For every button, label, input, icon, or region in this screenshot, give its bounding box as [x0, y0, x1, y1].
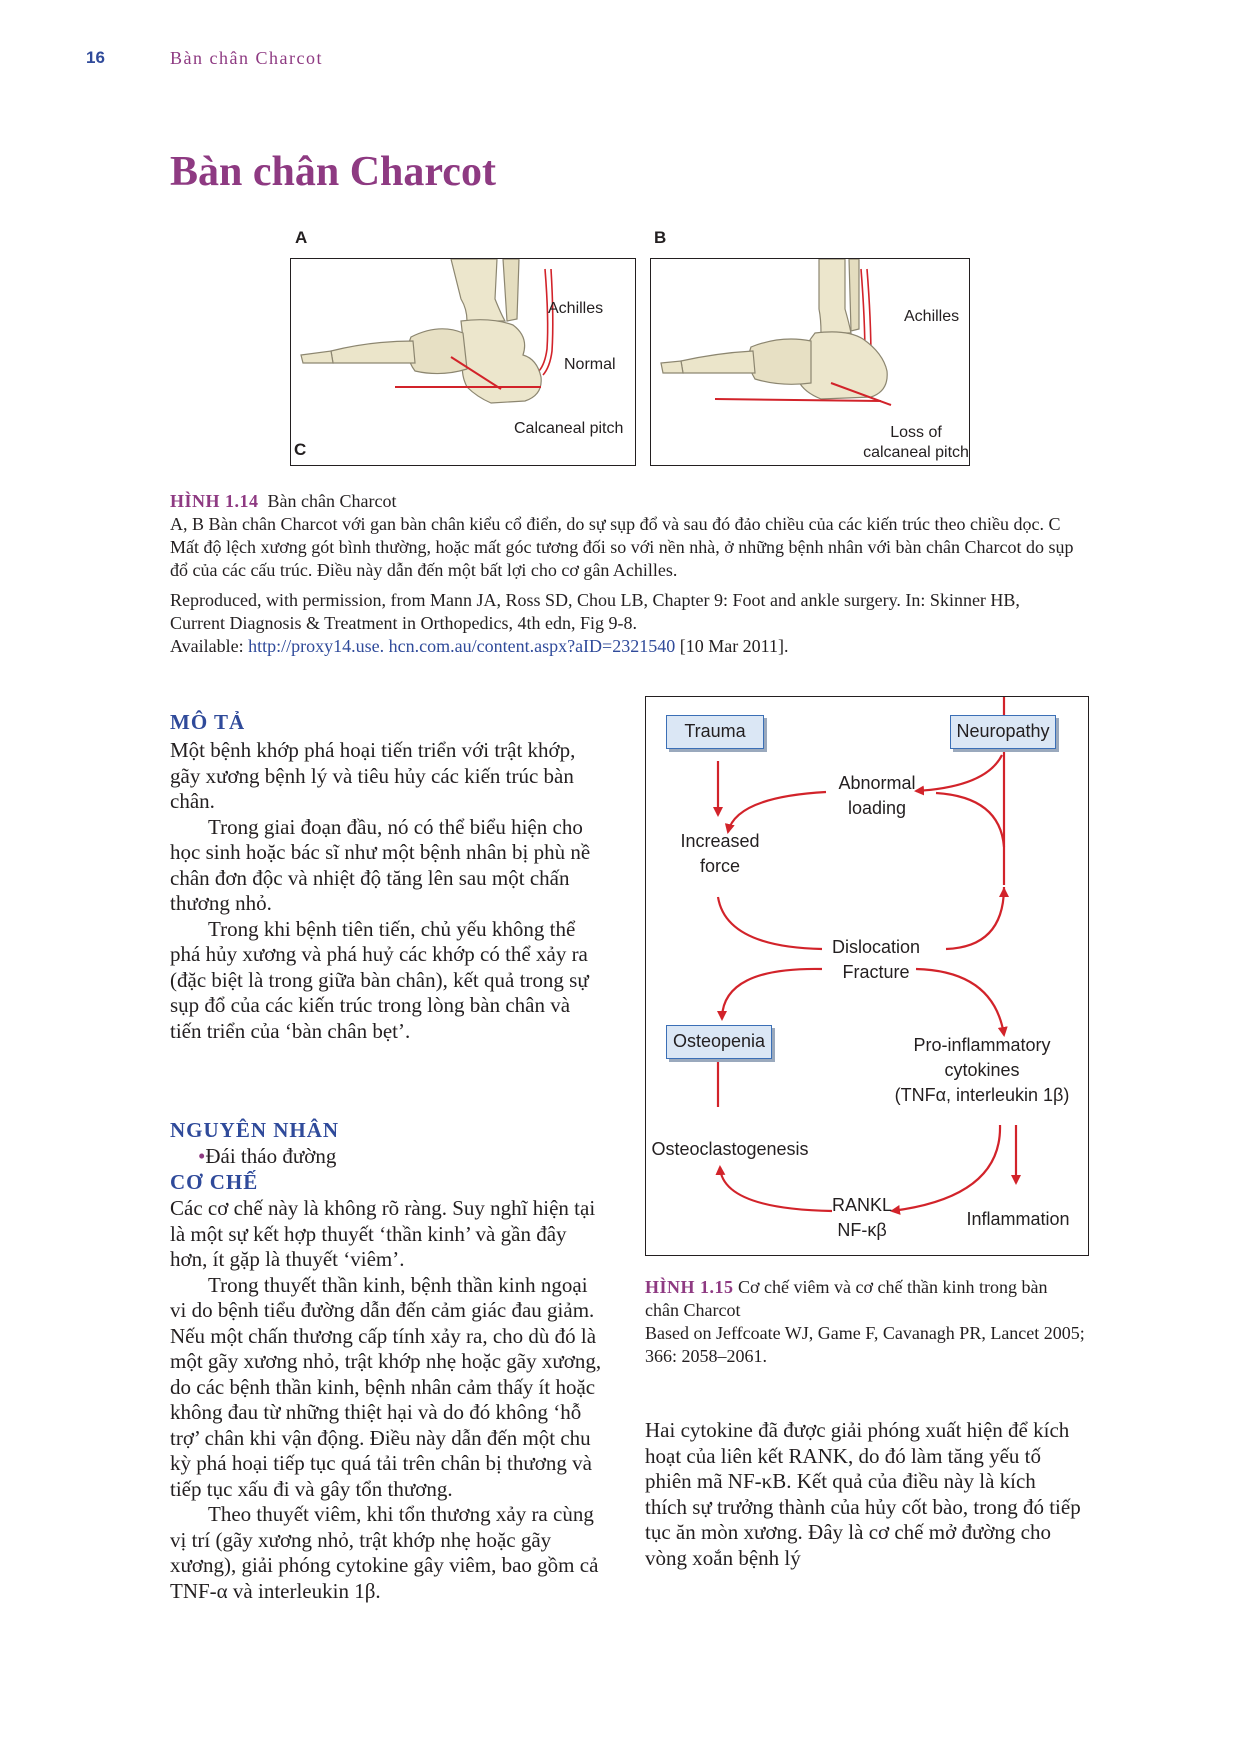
box-neuropathy: Neuropathy: [950, 715, 1056, 749]
panel-letter-b: B: [654, 228, 667, 247]
text-rankl-nfkb: [822, 1193, 902, 1243]
dislocation-line: Dislocation: [831, 937, 921, 957]
mo-ta-paragraph-3: Trong khi bệnh tiên tiến, chủ yếu không thể phá hủy xương và phá huỷ các khớp có thể xảy ra (đặc biệt là trong giữa bàn chân), kết quả trong sự sụp đổ của các kiến trúc trong lòng bàn chân và tiến triển của ‘bàn chân bẹt’.: [170, 916, 589, 1043]
chapter-title: Bàn chân Charcot: [170, 149, 496, 195]
label-achilles-b: Achilles: [904, 308, 960, 325]
cause-list-item: [198, 1144, 336, 1170]
box-trauma: Trauma: [666, 715, 764, 749]
co-che-paragraph-1: Các cơ chế này là không rõ ràng. Suy nghĩ hiện tại là một sự kết hợp thuyết ‘thần kinh’ và gần đây hơn, ít gặp là thuyết ‘viêm’.: [170, 1196, 596, 1271]
running-title: Bàn chân Charcot: [170, 48, 323, 68]
label-normal: Normal: [564, 356, 616, 373]
right-column-text: [645, 1418, 1081, 1571]
figure-1-14-source: Reproduced, with permission, from Mann JA, Ross SD, Chou LB, Chapter 9: Foot and ankle surgery. In: Skinner HB, Current Diagnosis & Treatment in Orthopedics, 4th edn, Fig 9-8.: [170, 590, 1020, 633]
figure-1-15-number: HÌNH 1.15: [645, 1277, 734, 1297]
proinfl-line-3: (TNFα, interleukin 1β): [894, 1085, 1070, 1105]
panel-letter-a: A: [295, 228, 308, 247]
abnormal-line-2: loading: [847, 798, 907, 818]
fracture-line: Fracture: [842, 962, 910, 982]
figure-1-14-title: Bàn chân Charcot: [267, 491, 397, 511]
figure-1-15-caption: [645, 1276, 1085, 1368]
page-number: 16: [86, 48, 105, 67]
heading-nguyen-nhan: NGUYÊN NHÂN: [170, 1118, 340, 1142]
text-increased-force: [672, 829, 768, 879]
figure-1-14-number: HÌNH 1.14: [170, 491, 259, 511]
mo-ta-paragraph-2: Trong giai đoạn đầu, nó có thể biểu hiện cho học sinh hoặc bác sĩ như một bệnh nhân bị phù nề chân đơn độc và nhiệt độ tăng lên sau một chấn thương nhỏ.: [170, 814, 591, 915]
increased-line-2: force: [699, 856, 741, 876]
text-inflammation: Inflammation: [966, 1209, 1070, 1229]
heading-mo-ta: MÔ TẢ: [170, 710, 246, 734]
panel-letter-c: C: [294, 440, 307, 459]
figure-1-14-body: A, B Bàn chân Charcot với gan bàn chân kiểu cổ điển, do sự sụp đổ và sau đó đảo chiều của các kiến trúc theo chiều dọc. C Mất độ lệch xương gót bình thường, hoặc mất góc tương đối so với nền nhà, ở những bệnh nhân với bàn chân Charcot do sụp đổ của các cấu trúc. Điều này dẫn đến một bất lợi cho cơ gân Achilles.: [170, 514, 1074, 580]
text-abnormal-loading: [820, 771, 934, 821]
co-che-paragraph-2: Trong thuyết thần kinh, bệnh thần kinh ngoại vi do bệnh tiểu đường dẫn đến cảm giác đau giảm. Nếu một chấn thương cấp tính xảy ra, cho dù đó là một gãy xương nhỏ, trật khớp nhẹ hoặc gãy xương, do các bệnh thần kinh, bệnh nhân cảm thấy ít hoặc không đau từ những thiệt hại và do đó không ‘hỗ trợ’ chân khi vận động. Điều này dẫn đến một chu kỳ phá hoại tiếp tục quá tải trên chân bị thương và tiếp tục xấu đi và gây tổn thương.: [170, 1272, 602, 1501]
heading-co-che: CƠ CHẾ: [170, 1170, 259, 1194]
increased-line-1: Increased: [680, 831, 760, 851]
figure-1-15-diagram: [645, 696, 1089, 1256]
text-dislocation-fracture: [818, 935, 934, 985]
label-loss-line2: calcaneal pitch: [863, 444, 969, 461]
co-che-paragraph-3: Theo thuyết viêm, khi tổn thương xảy ra cùng vị trí (gãy xương nhỏ, trật khớp nhẹ hoặc gãy xương), giải phóng cytokine gây viêm, bao gồm cả TNF-α và interleukin 1β.: [170, 1502, 599, 1603]
access-date: [10 Mar 2011].: [679, 636, 789, 656]
cause-item-text: Đái tháo đường: [205, 1144, 337, 1168]
text-osteoclastogenesis: Osteoclastogenesis: [651, 1139, 809, 1159]
figure-1-15-source: Based on Jeffcoate WJ, Game F, Cavanagh PR, Lancet 2005; 366: 2058–2061.: [645, 1323, 1085, 1366]
co-che-text: [170, 1196, 602, 1604]
mo-ta-text: [170, 738, 600, 1044]
nfkb-line: NF-κβ: [837, 1220, 887, 1240]
label-calcaneal-pitch: Calcaneal pitch: [514, 420, 624, 437]
figure-1-14-caption: [170, 490, 1078, 658]
proinfl-line-1: Pro-inflammatory: [913, 1035, 1051, 1055]
right-paragraph: Hai cytokine đã được giải phóng xuất hiện để kích hoạt của liên kết RANK, do đó làm tăng yếu tố phiên mã NF-κB. Kết quả của điều này là kích thích sự trưởng thành của hủy cốt bào, trong đó tiếp tục ăn mòn xương. Đây là cơ chế mở đường cho vòng xoắn bệnh lý: [645, 1418, 1081, 1570]
abnormal-line-1: Abnormal: [838, 773, 916, 793]
text-pro-inflammatory: [882, 1033, 1082, 1108]
rankl-line: RANKL: [831, 1195, 893, 1215]
source-link[interactable]: http://proxy14.use. hcn.com.au/content.aspx?aID=2321540: [248, 636, 676, 656]
mo-ta-paragraph-1: Một bệnh khớp phá hoại tiến triển với trật khớp, gãy xương bệnh lý và tiêu hủy các kiến trúc bàn chân.: [170, 738, 576, 813]
box-osteopenia: Osteopenia: [666, 1025, 772, 1059]
proinfl-line-2: cytokines: [944, 1060, 1020, 1080]
label-achilles-a: Achilles: [548, 300, 604, 317]
bullet-icon: •: [198, 1144, 206, 1168]
available-label: Available:: [170, 636, 244, 656]
figure-1-15-title: Cơ chế viêm và cơ chế thần kinh trong bàn chân Charcot: [645, 1277, 1048, 1320]
label-loss-line1: Loss of: [890, 424, 942, 441]
